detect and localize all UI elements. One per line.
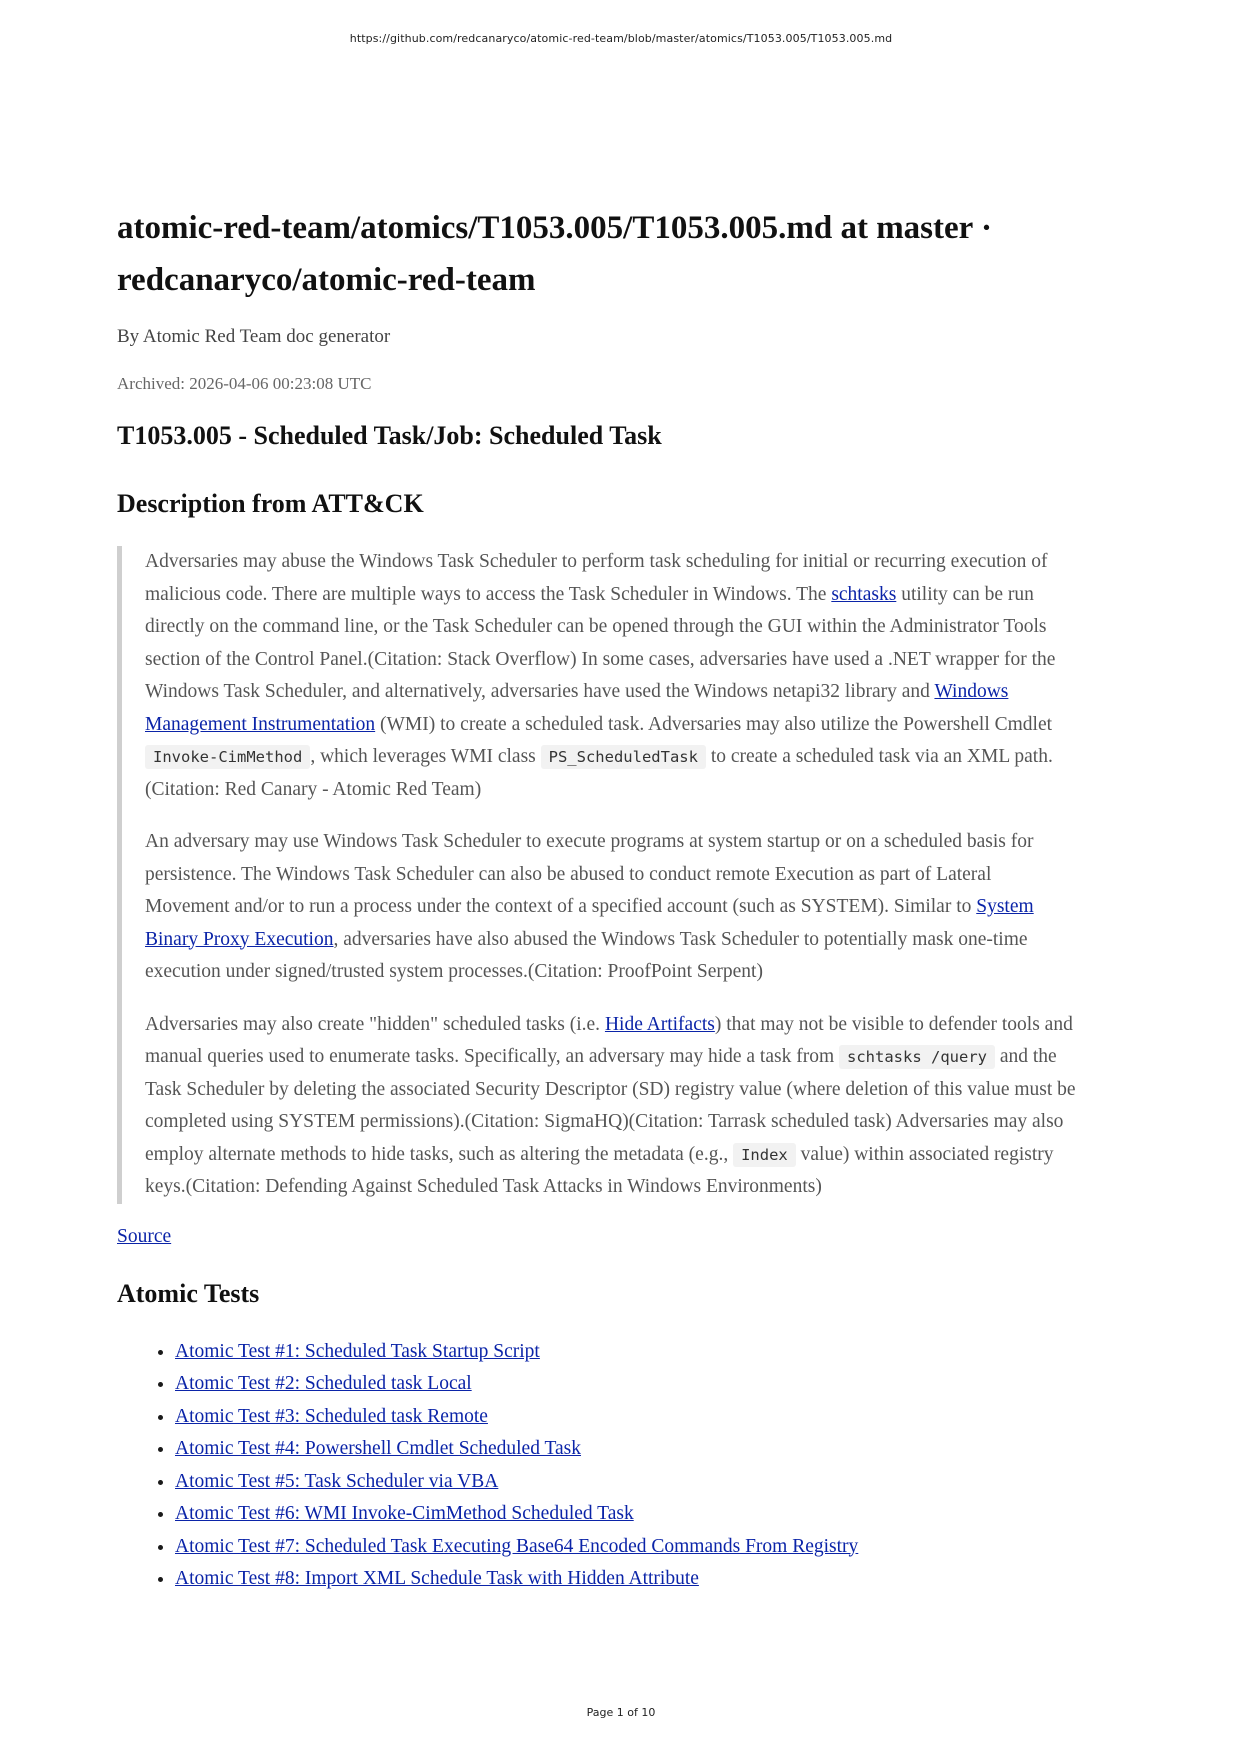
text-span: (WMI) to create a scheduled task. Adversaries may also utilize the Powershell Cmdlet <box>375 713 1053 735</box>
source-link-container <box>117 1226 1077 1248</box>
ps-scheduledtask-code: PS_ScheduledTask <box>541 745 706 769</box>
description-paragraph-2 <box>145 826 1077 989</box>
atomic-tests-list <box>117 1336 1077 1596</box>
text-span: value) within associated registry keys.(Citation: Defending Against Scheduled Task Attacks in Windows Environments) <box>145 1143 1054 1197</box>
list-item <box>175 1531 1077 1564</box>
text-span: ) that may not be visible to defender tools and manual queries used to enumerate tasks. Specifically, an adversary may hide a task from <box>145 1013 1073 1067</box>
description-paragraph-1 <box>145 546 1077 806</box>
invoke-cimmethod-code: Invoke-CimMethod <box>145 745 310 769</box>
atomic-test-link-3[interactable]: Atomic Test #3: Scheduled task Remote <box>175 1405 488 1427</box>
list-item <box>175 1401 1077 1434</box>
atomic-tests-heading: Atomic Tests <box>117 1278 260 1308</box>
text-span: Adversaries may abuse the Windows Task Scheduler to perform task scheduling for initial or recurring execution of malicious code. There are multiple ways to access the Task Scheduler in Windows. The <box>145 551 1048 605</box>
text-span: Adversaries may also create "hidden" scheduled tasks (i.e. <box>145 1013 605 1035</box>
text-span: An adversary may use Windows Task Scheduler to execute programs at system startup or on a scheduled basis for persistence. The Windows Task Scheduler can also be abused to conduct remote Execution as part of Lateral Movement and/or to run a process under the context of a specified account (such as SYSTEM). Similar to <box>145 831 1034 917</box>
author-byline: By Atomic Red Team doc generator <box>117 326 391 347</box>
atomic-test-link-8[interactable]: Atomic Test #8: Import XML Schedule Task with Hidden Attribute <box>175 1568 699 1589</box>
list-item <box>175 1336 1077 1369</box>
document-content <box>117 202 1077 1596</box>
wmi-link[interactable]: Windows Management Instrumentation <box>145 681 1009 735</box>
list-item <box>175 1368 1077 1401</box>
atomic-test-link-6[interactable]: Atomic Test #6: WMI Invoke-CimMethod Scheduled Task <box>175 1503 634 1524</box>
text-span: , adversaries have also abused the Windows Task Scheduler to potentially mask one-time execution under signed/trusted system processes.(Citation: ProofPoint Serpent) <box>145 928 1028 982</box>
atomic-test-link-4[interactable]: Atomic Test #4: Powershell Cmdlet Scheduled Task <box>175 1438 582 1459</box>
description-blockquote <box>117 546 1077 1204</box>
list-item <box>175 1498 1077 1531</box>
archived-date: Archived: 2026-04-06 00:23:08 UTC <box>117 374 372 393</box>
atomic-test-link-7[interactable]: Atomic Test #7: Scheduled Task Executing Base64 Encoded Commands From Registry <box>175 1535 859 1557</box>
schtasks-query-code: schtasks /query <box>839 1045 995 1069</box>
page-url-header: https://github.com/redcanaryco/atomic-red-team/blob/master/atomics/T1053.005/T1053.005.md <box>349 32 893 45</box>
schtasks-link[interactable]: schtasks <box>831 583 897 605</box>
technique-heading: T1053.005 - Scheduled Task/Job: Scheduled Task <box>117 421 662 450</box>
system-binary-proxy-link[interactable]: System Binary Proxy Execution <box>145 896 1034 950</box>
list-item <box>175 1466 1077 1499</box>
description-paragraph-3 <box>145 1009 1077 1204</box>
description-heading: Description from ATT&CK <box>117 489 424 518</box>
atomic-test-link-2[interactable]: Atomic Test #2: Scheduled task Local <box>175 1373 472 1394</box>
text-span: to create a scheduled task via an XML path.(Citation: Red Canary - Atomic Red Team) <box>145 746 1053 800</box>
list-item <box>175 1433 1077 1466</box>
text-span: , which leverages WMI class <box>310 746 541 767</box>
index-code: Index <box>733 1143 796 1167</box>
text-span: utility can be run directly on the command line, or the Task Scheduler can be opened through the GUI within the Administrator Tools section of the Control Panel.(Citation: Stack Overflow) In some cases, adversaries have used a .NET wrapper for the Windows Task Scheduler, and alternatively, adversaries have used the Windows netapi32 library and <box>145 583 1056 702</box>
page-number-footer: Page 1 of 10 <box>586 1706 656 1719</box>
text-span: and the Task Scheduler by deleting the associated Security Descriptor (SD) registry value (where deletion of this value must be completed using SYSTEM permissions).(Citation: SigmaHQ)(Citation: Tarrask scheduled task) Adversaries may also employ alternate methods to hide tasks, such as altering the metadata (e.g., <box>145 1046 1076 1165</box>
source-link[interactable]: Source <box>117 1225 172 1247</box>
atomic-test-link-1[interactable]: Atomic Test #1: Scheduled Task Startup Script <box>175 1340 540 1362</box>
page-title: atomic-red-team/atomics/T1053.005/T1053.005.md at master · redcanaryco/atomic-red-team <box>117 210 992 298</box>
atomic-test-link-5[interactable]: Atomic Test #5: Task Scheduler via VBA <box>175 1470 499 1492</box>
list-item <box>175 1563 1077 1596</box>
hide-artifacts-link[interactable]: Hide Artifacts <box>604 1013 715 1035</box>
